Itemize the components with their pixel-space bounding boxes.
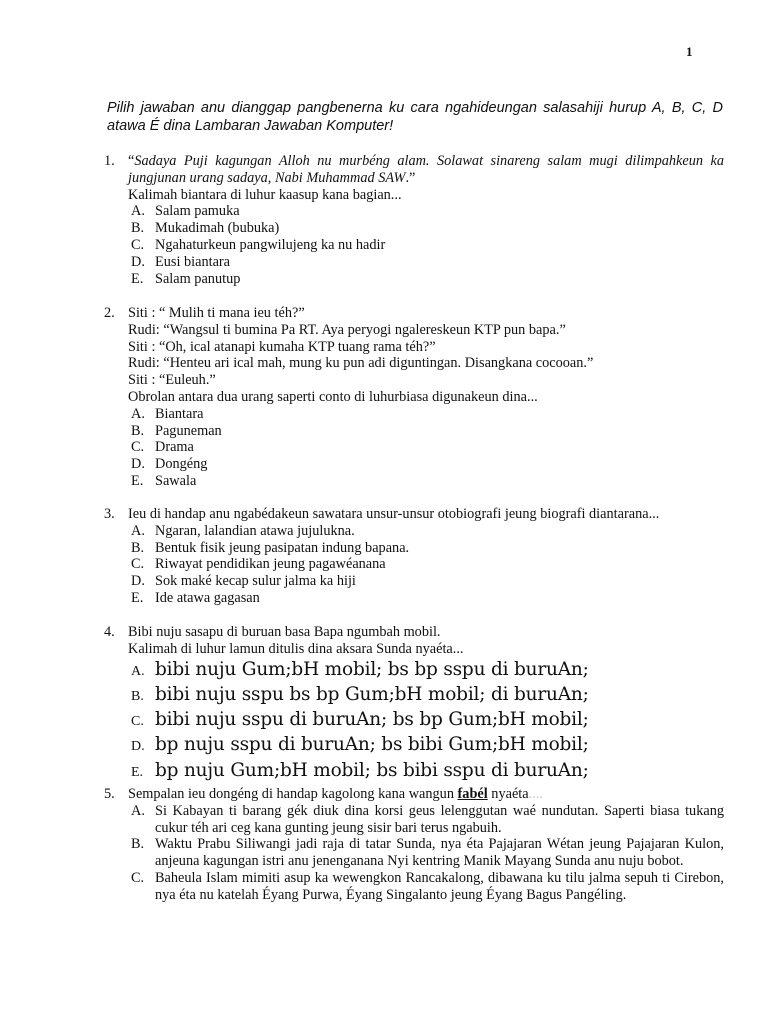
option-e[interactable]: E. Ide atawa gagasan [131,589,260,606]
option-b[interactable]: B. Waktu Prabu Siliwangi jadi raja di tatar Sunda, nya éta Pajajaran Wétan jeung Pajajaran Kulon, anjeuna kagungan istri anu jenenganana Nyi kentring Manik Mayang Sunda anu nuju bobot. [131,836,724,870]
question-1 [104,153,724,287]
question-text: Ieu di handap anu ngabédakeun sawatara unsur-unsur otobiografi jeung biografi diantarana... [128,506,660,522]
question-text: Kalimah biantara di luhur kaasup kana bagian... [128,186,402,203]
option-b[interactable]: B. Mukadimah (bubuka) [131,220,280,237]
option-b[interactable]: B. bibi nuju sspu bs bp Gum;bH mobil; di buruAn; [131,687,724,712]
options-list [104,203,724,287]
dialog-line: Rudi: “Henteu ari ical mah, mung ku pun adi diguntingan. Disangkana cocooan.” [128,355,594,372]
option-c[interactable]: C. Ngahaturkeun pangwilujeng ka nu hadir [131,236,386,253]
option-e[interactable]: E. Sawala [131,472,197,489]
sunda-script-text: bibi nuju sspu bs bp Gum;bH mobil; di buruAn; [155,683,589,705]
question-number: 4. [104,624,115,640]
option-d[interactable]: D. Dongéng [131,456,208,473]
question-number: 5. [104,786,115,802]
option-d[interactable]: D. Eusi biantara [131,253,231,270]
sunda-script-text: bp nuju sspu di buruAn; bs bibi Gum;bH mobil; [155,734,589,756]
question-number: 3. [104,506,115,522]
option-e[interactable]: E. Salam panutup [131,270,241,287]
dialog-line: Siti : “Oh, ical atanapi kumaha KTP tuang rama téh?” [128,338,436,355]
question-text: Obrolan antara dua urang saperti conto di luhurbiasa digunakeun dina... [128,388,538,405]
option-c[interactable]: C. Drama [131,439,194,456]
option-a[interactable]: A. Biantara [131,405,204,422]
question-number: 1. [104,153,115,169]
question-quote: “Sadaya Puji kagungan Alloh nu murbéng alam. Solawat sinareng salam mugi dilimpahkeun ka jungjunan urang sadaya, Nabi Muhammad SAW.” [128,153,724,186]
fabel-keyword: fabél [457,786,488,802]
sunda-script-text: bp nuju Gum;bH mobil; bs bibi sspu di buruAn; [155,759,589,781]
option-e[interactable]: E. bp nuju Gum;bH mobil; bs bibi sspu di buruAn; [131,763,724,788]
option-a[interactable]: A. Ngaran, lalandian atawa jujuluknа. [131,522,355,539]
instruction-text: Pilih jawaban anu dianggap pangbenerna ku cara ngahideungan salasahiji hurup A, B, C, D atawa É dina Lambaran Jawaban Komputer! [107,100,723,134]
page-number: 1 [686,44,693,59]
dialog-line: Siti : “ Mulih ti mana ieu téh?” [128,305,305,321]
options-list [104,658,724,788]
sunda-script-text: bibi nuju Gum;bH mobil; bs bp sspu di buruAn; [155,658,589,680]
option-c[interactable]: C. bibi nuju sspu di buruAn; bs bp Gum;bH mobil; [131,712,724,737]
option-a[interactable]: A. bibi nuju Gum;bH mobil; bs bp sspu di buruAn; [131,662,724,687]
sunda-script-text: bibi nuju sspu di buruAn; bs bp Gum;bH mobil; [155,709,589,731]
options-list [104,803,724,904]
question-3 [104,506,724,607]
options-list [104,523,724,607]
option-a[interactable]: A. Si Kabayan ti barang gék diuk dina korsi geus lelenggutan waé nundutan. Saperti biasa tukang cukur téh ari ceg kana gunting jeung sisir bari terus ngabuih. [131,802,724,836]
option-c[interactable]: C. Riwayat pendidikan jeung pagawéanana [131,556,386,573]
question-5 [104,786,724,904]
question-text: Sempalan ieu dongéng di handap kagolong kana wangun fabél nyaéta.... [128,786,543,802]
option-d[interactable]: D. bp nuju sspu di buruAn; bs bibi Gum;bH mobil; [131,737,724,762]
dialog-line: Siti : “Euleuh.” [128,372,216,389]
question-text: Kalimah di luhur lamun ditulis dina aksara Sunda nyaéta... [128,640,464,657]
question-4 [104,624,724,788]
option-b[interactable]: B. Bentuk fisik jeung pasipatan indung bapana. [131,539,410,556]
option-d[interactable]: D. Sok maké kecap sulur jalma ka hiji [131,573,356,590]
options-list [104,406,724,490]
option-a[interactable]: A. Salam pamuka [131,203,240,220]
dialog-line: Rudi: “Wangsul ti bumina Pa RT. Aya peryogi ngalereskeun KTP pun bapa.” [128,321,566,338]
question-number: 2. [104,305,115,321]
option-c[interactable]: C. Baheula Islam mimiti asup ka wewengkon Rancakalong, dibawana ku tilu jalma sepuh ti Cirebon, nya éta nu katelah Éyang Purwa, Éyang Singalanto jeung Éyang Bagus Pangéling. [131,869,724,903]
option-b[interactable]: B. Paguneman [131,422,222,439]
question-sentence: Bibi nuju sasapu di buruan basa Bapa ngumbah mobil. [128,624,441,640]
question-2 [104,305,724,490]
